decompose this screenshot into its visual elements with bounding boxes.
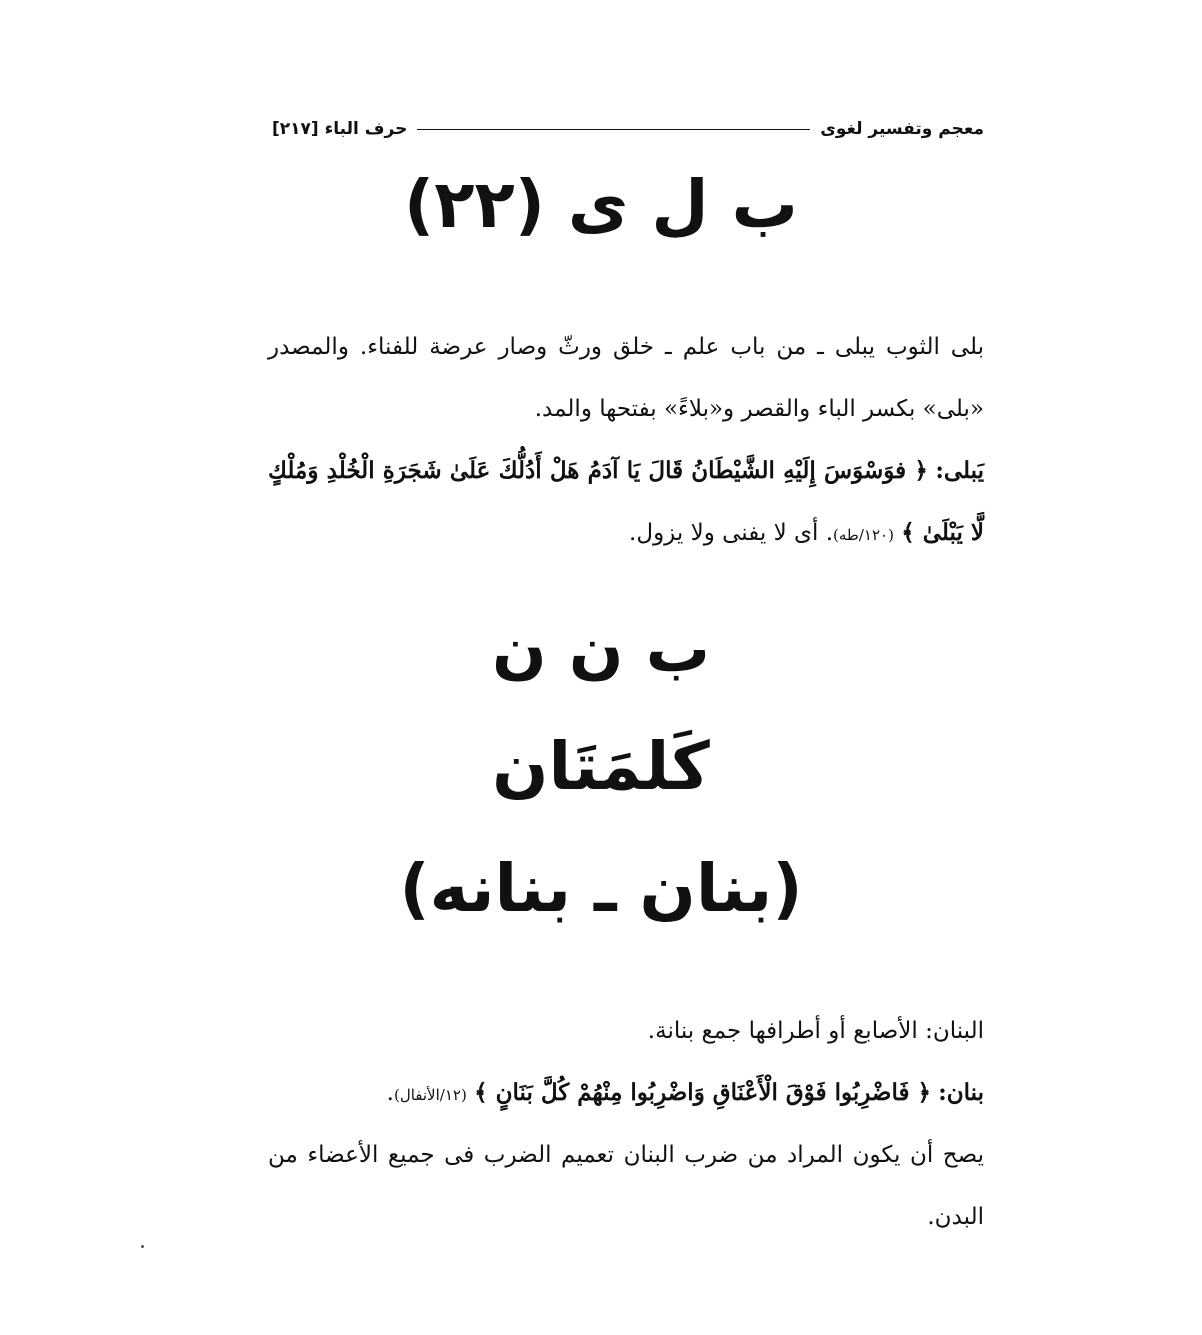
citation-end: . — [386, 1080, 394, 1106]
book-title: معجم وتفسير لغوى — [820, 119, 984, 139]
header-rule — [417, 129, 810, 130]
verse-reference: (١٢/الأنفال) — [393, 1086, 467, 1104]
scan-speck — [141, 1245, 144, 1248]
citation-lead: يَبلى: — [935, 457, 984, 484]
definition-paragraph: البنان: الأصابع أو أطرافها جمع بنانة. — [647, 1018, 984, 1044]
running-header — [272, 116, 984, 142]
citation-lead: بنان: — [938, 1079, 984, 1106]
quran-verse: ﴿ فوَسْوَسَ إِلَيْهِ الشَّيْطَانُ قَالَ يَا آدَمُ هَلْ أَدُلُّكَ عَلَىٰ شَجَرَةِ الْخُلْدِ وَمُلْكٍ لَّا يَبْلَىٰ ﴾ — [268, 457, 984, 546]
section-and-page-number: حرف الباء [٢١٧] — [272, 119, 408, 139]
root-heading-bly: ب ل ى (٢٢) — [404, 166, 798, 243]
quran-citation-paragraph — [268, 440, 1028, 566]
definition-paragraph: بلى الثوب يبلى ـ من باب علم ـ خلق ورثّ وصار عرضة للفناء. والمصدر «بلى» بكسر الباء والقصر و«بلاءً» بفتحها والمد. — [268, 334, 984, 422]
words-heading: (بنان ـ بنانه) — [399, 850, 803, 927]
root-heading-bnn: ب ن ن — [491, 613, 711, 687]
word-count-heading: كَلمَتَان — [492, 728, 710, 805]
verse-reference: (١٢٠/طه) — [833, 526, 894, 544]
quran-verse: ﴿ فَاضْرِبُوا فَوْقَ الْأَعْنَاقِ وَاضْرِبُوا مِنْهُمْ كُلَّ بَنَانٍ ﴾ — [474, 1079, 931, 1106]
citation-explanation: . أى لا يفنى ولا يزول. — [629, 520, 834, 546]
quran-citation-paragraph — [268, 1062, 1028, 1126]
commentary-paragraph: يصح أن يكون المراد من ضرب البنان تعميم الضرب فى جميع الأعضاء من البدن. — [268, 1142, 984, 1230]
